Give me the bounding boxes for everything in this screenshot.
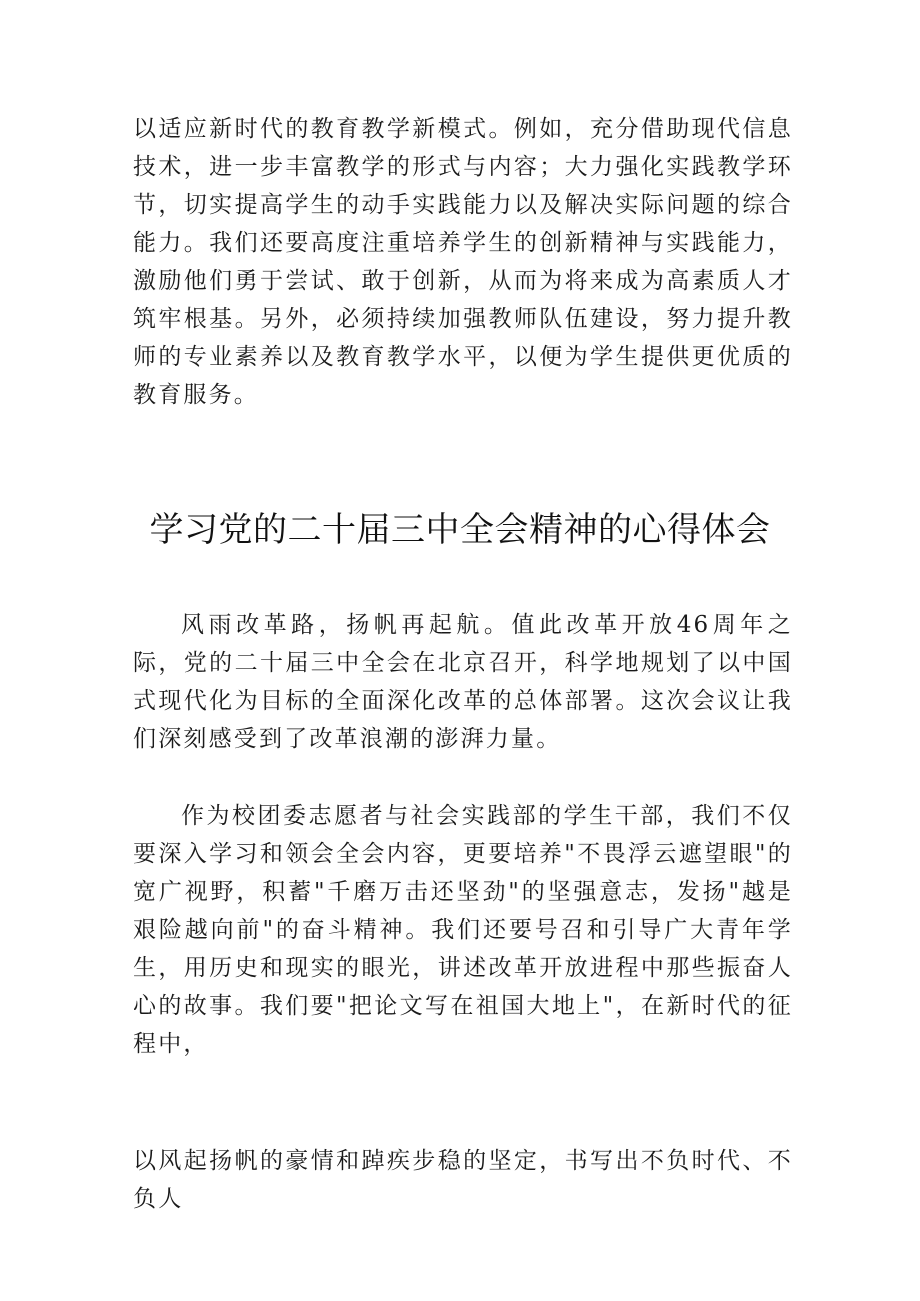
paragraph-continued-top: 以适应新时代的教育教学新模式。例如，充分借助现代信息技术，进一步丰富教学的形式与内容；大力强化实践教学环节，切实提高学生的动手实践能力以及解决实际问题的综合能力。我们还要高度注重培养学生的创新精神与实践能力，激励他们勇于尝试、敢于创新，从而为将来成为高素质人才筑牢根基。另外，必须持续加强教师队伍建设，努力提升教师的专业素养以及教育教学水平，以便为学生提供更优质的教育服务。: [133, 116, 793, 408]
document-title: 学习党的二十届三中全会精神的心得体会: [149, 510, 771, 550]
paragraph-intro: 风雨改革路，扬帆再起航。值此改革开放46周年之际，党的二十届三中全会在北京召开，科学地规划了以中国式现代化为目标的全面深化改革的总体部署。这次会议让我们深刻感受到了改革浪潮的澎湃力量。: [133, 612, 793, 752]
paragraph-continued-bottom: 以风起扬帆的豪情和踔疾步稳的坚定，书写出不负时代、不负人: [133, 1148, 793, 1212]
paragraph-student-cadre: 作为校团委志愿者与社会实践部的学生干部，我们不仅要深入学习和领会全会内容，更要培养"不畏浮云遮望眼"的宽广视野，积蓄"千磨万击还坚劲"的坚强意志，发扬"越是艰险越向前"的奋斗精神。我们还要号召和引导广大青年学生，用历史和现实的眼光，讲述改革开放进程中那些振奋人心的故事。我们要"把论文写在祖国大地上"，在新时代的征程中，: [133, 803, 793, 1057]
